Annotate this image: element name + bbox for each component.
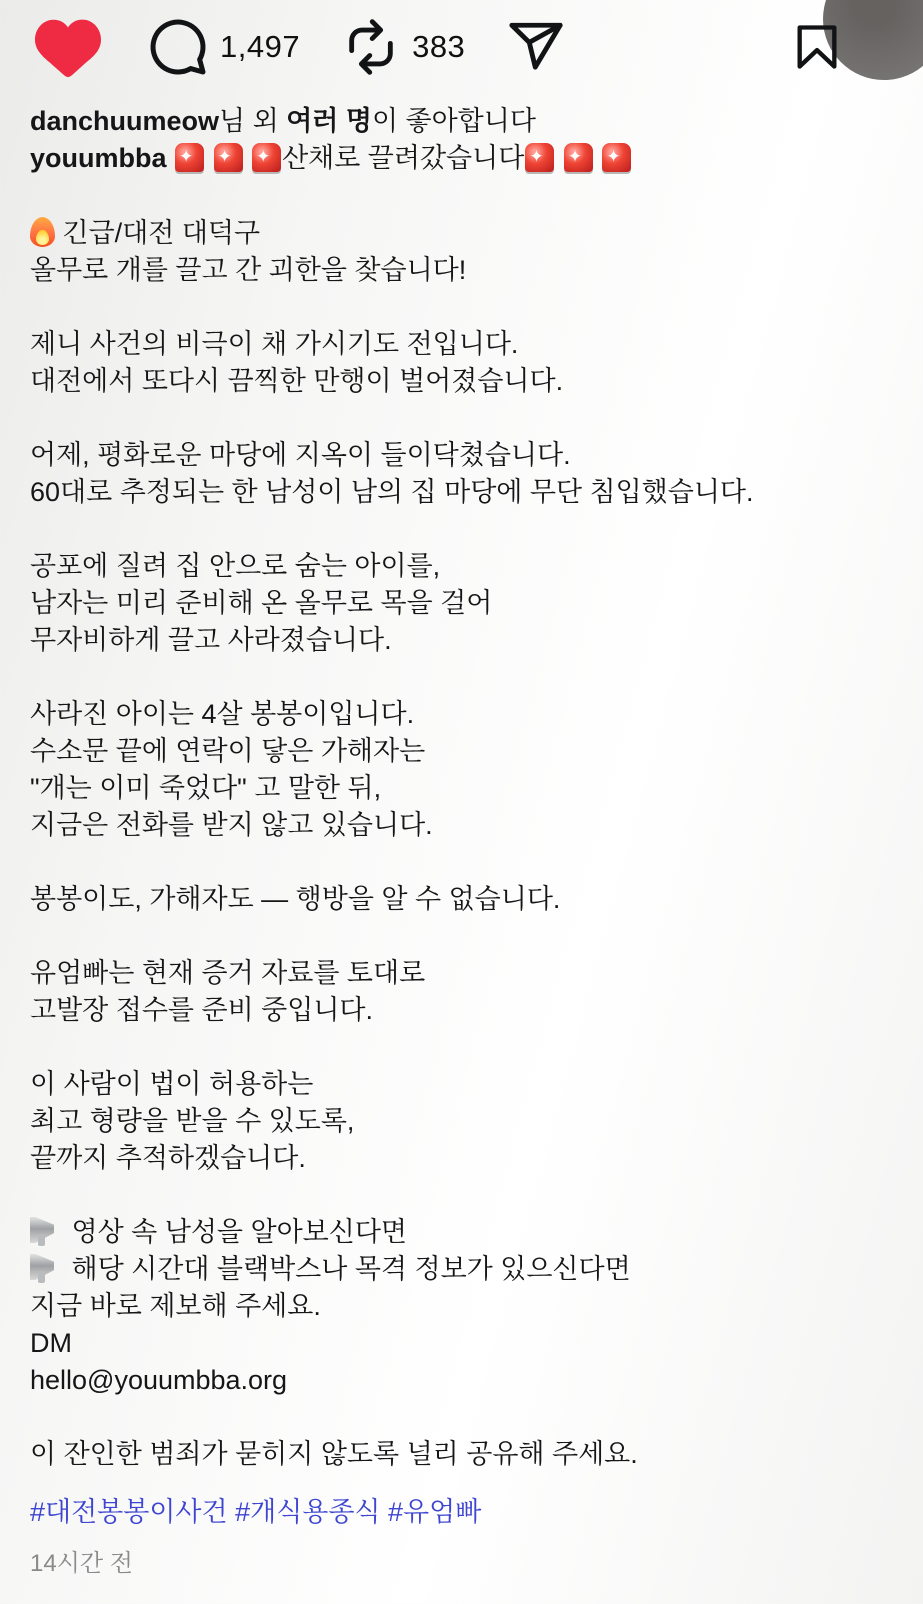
megaphone-emoji <box>30 1253 64 1283</box>
caption-line: DM <box>30 1328 72 1358</box>
caption-line: 끝까지 추적하겠습니다. <box>30 1143 306 1173</box>
caption-line: 수소문 끝에 연락이 닿은 가해자는 <box>30 736 426 766</box>
caption-line: 유엄빠는 현재 증거 자료를 토대로 <box>30 958 426 988</box>
caption-line: 올무로 개를 끌고 간 괴한을 찾습니다! <box>30 255 467 285</box>
caption-paragraph <box>30 437 893 511</box>
siren-emoji <box>214 143 243 172</box>
caption-line: 남자는 미리 준비해 온 올무로 목을 걸어 <box>30 588 493 618</box>
repost-icon <box>342 18 400 76</box>
caption-paragraph <box>30 881 893 918</box>
caption-line: 해당 시간대 블랙박스나 목격 정보가 있으신다면 <box>30 1251 893 1288</box>
caption-line: "개는 이미 죽었다" 고 말한 뒤, <box>30 773 382 803</box>
hashtag-links[interactable]: #대전봉봉이사건 #개식용종식 #유엄빠 <box>30 1497 482 1527</box>
caption-line: 이 잔인한 범죄가 묻히지 않도록 널리 공유해 주세요. <box>30 1439 638 1469</box>
comment-count: 1,497 <box>220 29 301 64</box>
siren-emoji <box>602 143 631 172</box>
megaphone-emoji <box>30 1216 64 1246</box>
caption-line: 최고 형량을 받을 수 있도록, <box>30 1106 355 1136</box>
caption-paragraph <box>30 326 893 400</box>
caption-line: 제니 사건의 비극이 채 가시기도 전입니다. <box>30 329 519 359</box>
action-bar <box>30 14 893 80</box>
paper-plane-icon <box>507 18 565 76</box>
caption-line: 봉봉이도, 가해자도 — 행방을 알 수 없습니다. <box>30 884 561 914</box>
caption-line: 지금은 전화를 받지 않고 있습니다. <box>30 810 433 840</box>
caption-line: 사라진 아이는 4살 봉봉이입니다. <box>30 699 415 729</box>
caption-paragraph <box>30 1066 893 1177</box>
caption-paragraph <box>30 696 893 844</box>
caption-line: 이 사람이 법이 허용하는 <box>30 1069 314 1099</box>
likes-bold-segment: danchuumeow <box>30 106 220 136</box>
likes-summary[interactable] <box>30 102 893 140</box>
caption-line: 어제, 평화로운 마당에 지옥이 들이닥쳤습니다. <box>30 440 571 470</box>
share-button[interactable] <box>507 18 565 76</box>
caption-line: 대전에서 또다시 끔찍한 만행이 벌어졌습니다. <box>30 366 564 396</box>
caption-headline <box>30 140 893 177</box>
likes-bold-segment: 여러 명 <box>286 106 372 136</box>
siren-emoji <box>525 143 554 172</box>
repost-button[interactable] <box>342 18 465 76</box>
likes-text-segment: 님 외 <box>219 106 287 136</box>
caption-headline-text: ✦ ✦ ✦ 산채로 끌려갔습니다✦ ✦ ✦ <box>167 143 633 173</box>
heart-icon <box>30 14 106 80</box>
caption-paragraph <box>30 215 893 289</box>
save-button[interactable] <box>791 19 843 75</box>
caption-paragraph <box>30 548 893 659</box>
fire-emoji <box>30 217 55 247</box>
caption-body <box>30 215 893 1473</box>
comment-icon <box>148 17 208 77</box>
caption-paragraph <box>30 1436 893 1473</box>
caption-line: 영상 속 남성을 알아보신다면 <box>30 1214 893 1251</box>
likes-text-segment: 이 좋아합니다 <box>371 106 536 136</box>
caption-username[interactable]: youumbba <box>30 143 167 173</box>
siren-emoji <box>564 143 593 172</box>
caption-line: hello@youumbba.org <box>30 1365 288 1395</box>
repost-count: 383 <box>412 29 466 64</box>
bookmark-icon <box>791 19 843 75</box>
caption <box>30 140 893 1473</box>
comment-button[interactable] <box>148 17 300 77</box>
like-button[interactable] <box>30 14 106 80</box>
caption-line: 공포에 질려 집 안으로 숨는 아이를, <box>30 551 441 581</box>
caption-line: 무자비하게 끌고 사라졌습니다. <box>30 625 392 655</box>
post-timestamp: 14시간 전 <box>30 1550 133 1577</box>
siren-emoji <box>175 143 204 172</box>
caption-paragraph <box>30 955 893 1029</box>
caption-line: 60대로 추정되는 한 남성이 남의 집 마당에 무단 침입했습니다. <box>30 477 754 507</box>
siren-emoji <box>252 143 281 172</box>
caption-line: 지금 바로 제보해 주세요. <box>30 1291 321 1321</box>
caption-paragraph <box>30 1214 893 1399</box>
caption-line: 긴급/대전 대덕구 <box>30 215 893 252</box>
caption-line: 고발장 접수를 준비 중입니다. <box>30 995 373 1025</box>
